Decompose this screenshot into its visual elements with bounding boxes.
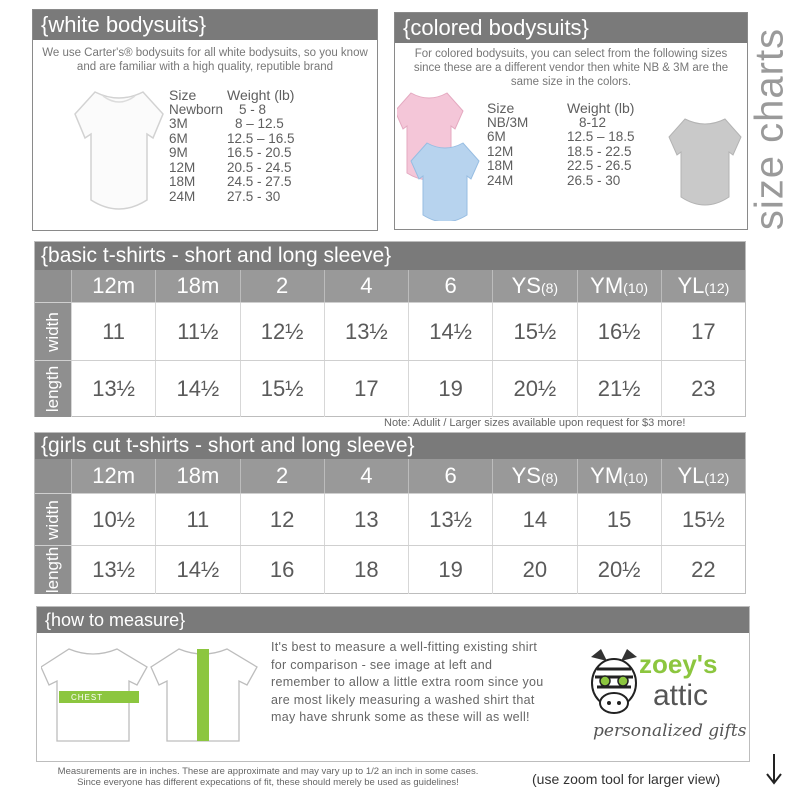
width-value: 15½ <box>492 303 576 361</box>
length-value: 19 <box>408 361 492 417</box>
basic-width-row <box>35 302 745 361</box>
size-cell: 9M <box>169 145 188 160</box>
width-value: 15 <box>577 494 661 546</box>
zoom-hint: (use zoom tool for larger view) <box>532 771 721 787</box>
size-cell: 3M <box>169 116 188 131</box>
size-cell: NB/3M <box>487 114 529 130</box>
size-cell: 12M <box>487 143 514 159</box>
width-value: 14 <box>492 494 576 546</box>
how-to-measure-panel <box>36 606 750 762</box>
white-bodysuits-title: {white bodysuits} <box>33 10 377 40</box>
basic-size-header-row <box>35 270 745 302</box>
girls-tshirt-chart <box>34 432 746 594</box>
gray-bodysuit-image <box>667 117 743 213</box>
size-cell: 18M <box>487 158 514 173</box>
weight-cell: 16.5 - 20.5 <box>227 145 292 160</box>
size-cell: 12M <box>169 159 196 175</box>
basic-tshirt-chart <box>34 241 746 417</box>
weight-cell: 26.5 - 30 <box>567 172 621 188</box>
weight-cell: 8-12 <box>579 114 607 130</box>
logo-name-top: zoey's <box>639 649 718 679</box>
row-label-width: width <box>35 494 71 546</box>
size-cell-2: 2 <box>240 270 324 302</box>
measurement-disclaimer <box>18 766 518 788</box>
weight-header: Weight (lb) <box>567 100 635 116</box>
width-value: 14½ <box>408 303 492 361</box>
colored-bodysuits-image <box>397 91 481 221</box>
size-cell-6: 6 <box>408 459 492 493</box>
size-cell-ym: YM (10) <box>577 459 661 493</box>
length-value: 17 <box>324 361 408 417</box>
length-value: 13½ <box>71 361 155 417</box>
length-value: 13½ <box>71 546 155 594</box>
row-label-length: length <box>35 546 71 594</box>
how-to-measure-text: It's best to measure a well-fitting existing shirt for comparison - see image at left and remember to allow a little extra room since you are most likely measuring a washed shirt that may have shrunk some as these will as well! <box>271 640 544 724</box>
length-value: 20½ <box>577 546 661 594</box>
size-cell-4: 4 <box>324 270 408 302</box>
width-value: 15½ <box>661 494 745 546</box>
width-value: 13 <box>324 494 408 546</box>
size-cell-2: 2 <box>240 459 324 493</box>
length-value: 20½ <box>492 361 576 417</box>
size-cell-6: 6 <box>408 270 492 302</box>
basic-length-row <box>35 360 745 417</box>
size-cell-18m: 18m <box>155 459 239 493</box>
width-value: 13½ <box>324 303 408 361</box>
size-cell: Newborn <box>169 101 224 117</box>
weight-cell: 8 – 12.5 <box>235 116 284 131</box>
width-value: 11½ <box>155 303 239 361</box>
size-cell-ys: YS (8) <box>492 270 576 302</box>
weight-cell: 5 - 8 <box>239 101 267 117</box>
weight-cell: 12.5 – 16.5 <box>227 130 295 146</box>
width-value: 11 <box>71 303 155 361</box>
weight-header: Weight (lb) <box>227 87 295 103</box>
size-cell: 6M <box>169 130 188 146</box>
length-value: 14½ <box>155 361 239 417</box>
down-arrow-icon <box>764 752 784 786</box>
width-value: 10½ <box>71 494 155 546</box>
white-size-table <box>169 88 319 204</box>
white-bodysuits-panel <box>32 9 378 231</box>
side-title-text: size charts <box>747 27 792 230</box>
girls-length-row <box>35 545 745 594</box>
weight-cell: 12.5 – 18.5 <box>567 129 635 144</box>
size-cell: 18M <box>169 174 196 189</box>
width-value: 13½ <box>408 494 492 546</box>
size-cell-ys: YS (8) <box>492 459 576 493</box>
disclaimer-line-1: Measurements are in inches. These are approximate and may vary up to 1/2 an inch in some cases. <box>57 766 479 777</box>
girls-width-row <box>35 493 745 546</box>
zebra-logo-icon <box>583 647 645 725</box>
length-value: 15½ <box>240 361 324 417</box>
girls-tshirt-title: {girls cut t-shirts - short and long sleeve} <box>35 433 745 459</box>
width-value: 16½ <box>577 303 661 361</box>
disclaimer-line-2: Since everyone has different expecations of fit, these should merely be used as guidelines! <box>77 777 459 788</box>
colored-bodysuits-panel <box>394 12 748 230</box>
row-label-length: length <box>35 361 71 417</box>
logo-name-bottom: attic <box>653 679 709 712</box>
size-cell: 24M <box>487 172 514 188</box>
size-cell-12m: 12m <box>71 270 155 302</box>
length-value: 18 <box>324 546 408 594</box>
length-value: 19 <box>408 546 492 594</box>
width-value: 17 <box>661 303 745 361</box>
size-cell: 24M <box>169 188 196 204</box>
white-bodysuit-image <box>73 88 165 220</box>
weight-cell: 22.5 - 26.5 <box>567 158 632 173</box>
size-cell-4: 4 <box>324 459 408 493</box>
colored-bodysuits-description: For colored bodysuits, you can select from the following sizes since these are a different vendor then white NB & 3M are the same size in the colors. <box>413 48 729 88</box>
size-cell-yl: YL (12) <box>661 270 745 302</box>
length-value: 14½ <box>155 546 239 594</box>
weight-cell: 20.5 - 24.5 <box>227 159 292 175</box>
size-header: Size <box>487 100 515 116</box>
white-bodysuits-description: We use Carter's® bodysuits for all white bodysuits, so you know and are familiar with a high quality, reputible brand <box>42 47 368 73</box>
size-cell-yl: YL (12) <box>661 459 745 493</box>
size-header: Size <box>169 87 197 103</box>
length-value: 22 <box>661 546 745 594</box>
logo-tagline: personalized gifts <box>593 721 747 741</box>
length-label: LENGTH <box>208 664 218 704</box>
adult-sizes-note: Note: Adulit / Larger sizes available upon request for $3 more! <box>384 417 686 429</box>
width-value: 12½ <box>240 303 324 361</box>
colored-bodysuits-title: {colored bodysuits} <box>395 13 747 43</box>
size-cell-18m: 18m <box>155 270 239 302</box>
chest-label: CHEST <box>71 693 104 702</box>
weight-cell: 24.5 - 27.5 <box>227 174 292 189</box>
header-corner <box>35 459 71 493</box>
length-value: 20 <box>492 546 576 594</box>
size-cell: 6M <box>487 129 506 144</box>
size-cell-ym: YM (10) <box>577 270 661 302</box>
weight-cell: 18.5 - 22.5 <box>567 143 632 159</box>
width-value: 12 <box>240 494 324 546</box>
length-value: 23 <box>661 361 745 417</box>
header-corner <box>35 270 71 302</box>
basic-tshirt-title: {basic t-shirts - short and long sleeve} <box>35 242 745 270</box>
size-charts-side-title <box>747 6 792 251</box>
size-cell-12m: 12m <box>71 459 155 493</box>
row-label-width: width <box>35 303 71 361</box>
width-value: 11 <box>155 494 239 546</box>
how-to-measure-title: {how to measure} <box>37 607 749 633</box>
weight-cell: 27.5 - 30 <box>227 188 281 204</box>
length-value: 21½ <box>577 361 661 417</box>
colored-size-table <box>487 101 635 188</box>
length-value: 16 <box>240 546 324 594</box>
girls-size-header-row <box>35 459 745 493</box>
